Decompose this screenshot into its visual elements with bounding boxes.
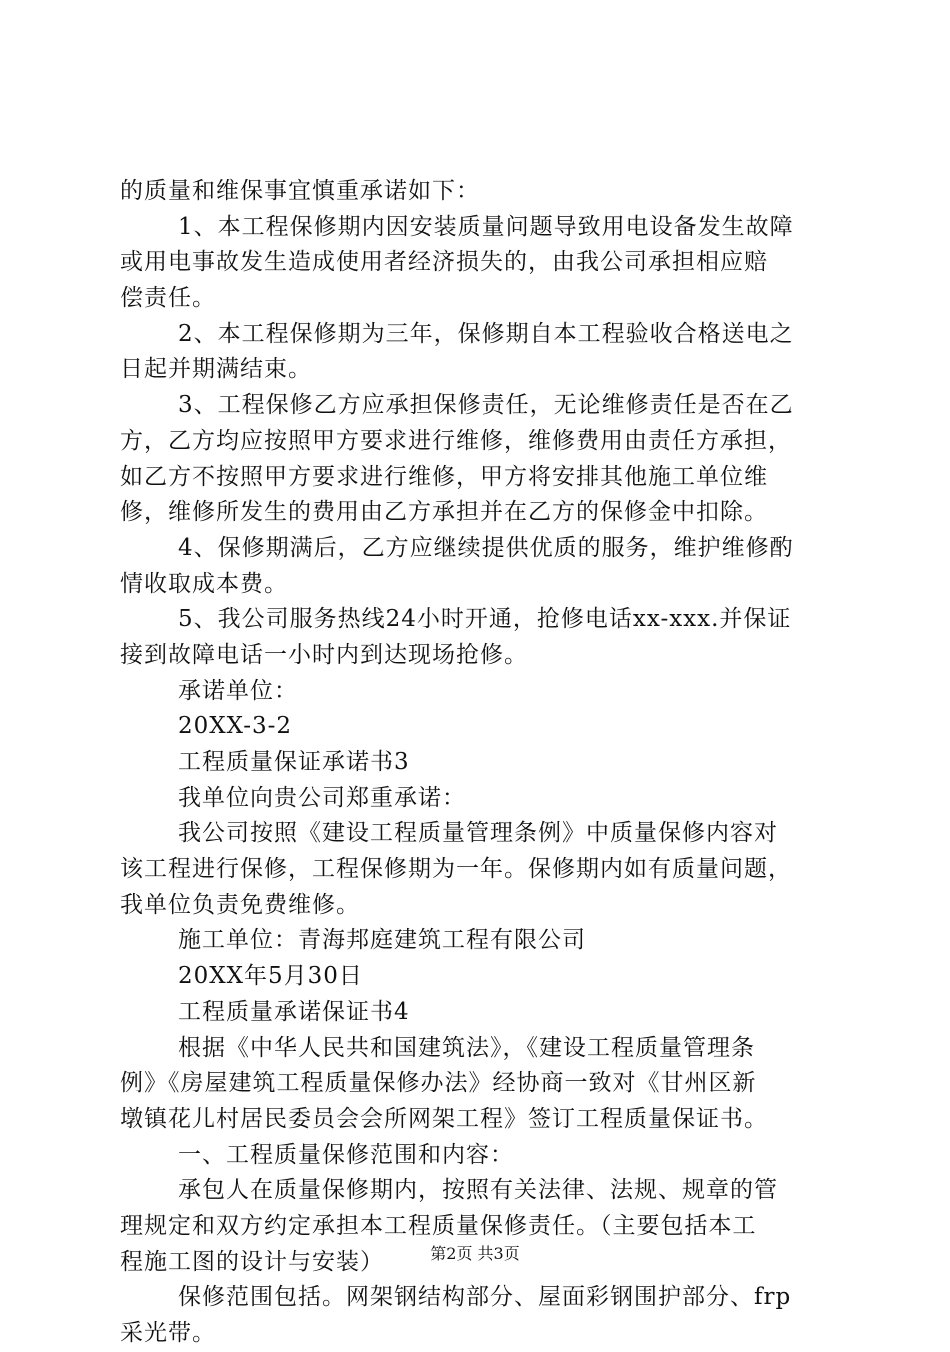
text-line: 2、本工程保修期为三年，保修期自本工程验收合格送电之	[178, 320, 794, 347]
text-line: 理规定和双方约定承担本工程质量保修责任。（主要包括本工	[120, 1212, 757, 1239]
text-line: 如乙方不按照甲方要求进行维修，甲方将安排其他施工单位维	[120, 463, 768, 490]
text-line: 一、工程质量保修范围和内容：	[178, 1141, 514, 1168]
page-footer: 第2页 共3页	[430, 1244, 520, 1263]
text-line: 承诺单位：	[178, 677, 298, 704]
text-line: 保修范围包括。网架钢结构部分、屋面彩钢围护部分、frp	[178, 1284, 792, 1311]
text-line: 工程质量保证承诺书3	[178, 749, 410, 775]
text-line: 3、工程保修乙方应承担保修责任，无论维修责任是否在乙	[178, 392, 794, 419]
text-line: 采光带。	[120, 1320, 216, 1346]
text-line: 我公司按照《建设工程质量管理条例》中质量保修内容对	[178, 820, 778, 847]
text-line: 或用电事故发生造成使用者经济损失的，由我公司承担相应赔	[120, 249, 768, 276]
text-line: 偿责任。	[120, 285, 216, 312]
text-line: 接到故障电话一小时内到达现场抢修。	[120, 641, 528, 668]
document-body	[120, 174, 840, 1352]
text-line: 1、本工程保修期内因安装质量问题导致用电设备发生故障	[178, 213, 794, 240]
text-line: 程施工图的设计与安装）	[120, 1248, 384, 1275]
text-line: 例》《房屋建筑工程质量保修办法》经协商一致对《甘州区新	[120, 1070, 757, 1097]
text-line: 修，维修所发生的费用由乙方承担并在乙方的保修金中扣除。	[120, 499, 768, 526]
text-line: 20XX年5月30日	[178, 963, 363, 990]
text-line: 承包人在质量保修期内，按照有关法律、法规、规章的管	[178, 1177, 778, 1204]
text-line: 日起并期满结束。	[120, 356, 312, 383]
text-line: 根据《中华人民共和国建筑法》，《建设工程质量管理条	[178, 1034, 755, 1061]
text-line: 工程质量承诺保证书4	[178, 998, 410, 1025]
text-line: 4、保修期满后，乙方应继续提供优质的服务，维护维修酌	[178, 534, 794, 561]
text-line: 该工程进行保修，工程保修期为一年。保修期内如有质量问题，	[120, 856, 792, 883]
text-line: 5、我公司服务热线24小时开通，抢修电话xx-xxx.并保证	[178, 606, 792, 633]
text-line: 情收取成本费。	[120, 570, 288, 597]
text-line: 我单位负责免费维修。	[120, 891, 360, 918]
text-line: 的质量和维保事宜慎重承诺如下：	[120, 178, 480, 204]
text-line: 我单位向贵公司郑重承诺：	[178, 784, 466, 811]
text-line: 20XX-3-2	[178, 713, 293, 740]
text-line: 施工单位：青海邦庭建筑工程有限公司	[178, 927, 586, 954]
text-line: 墩镇花儿村居民委员会会所网架工程》签订工程质量保证书。	[120, 1105, 768, 1132]
text-line: 方，乙方均应按照甲方要求进行维修，维修费用由责任方承担，	[120, 427, 792, 454]
